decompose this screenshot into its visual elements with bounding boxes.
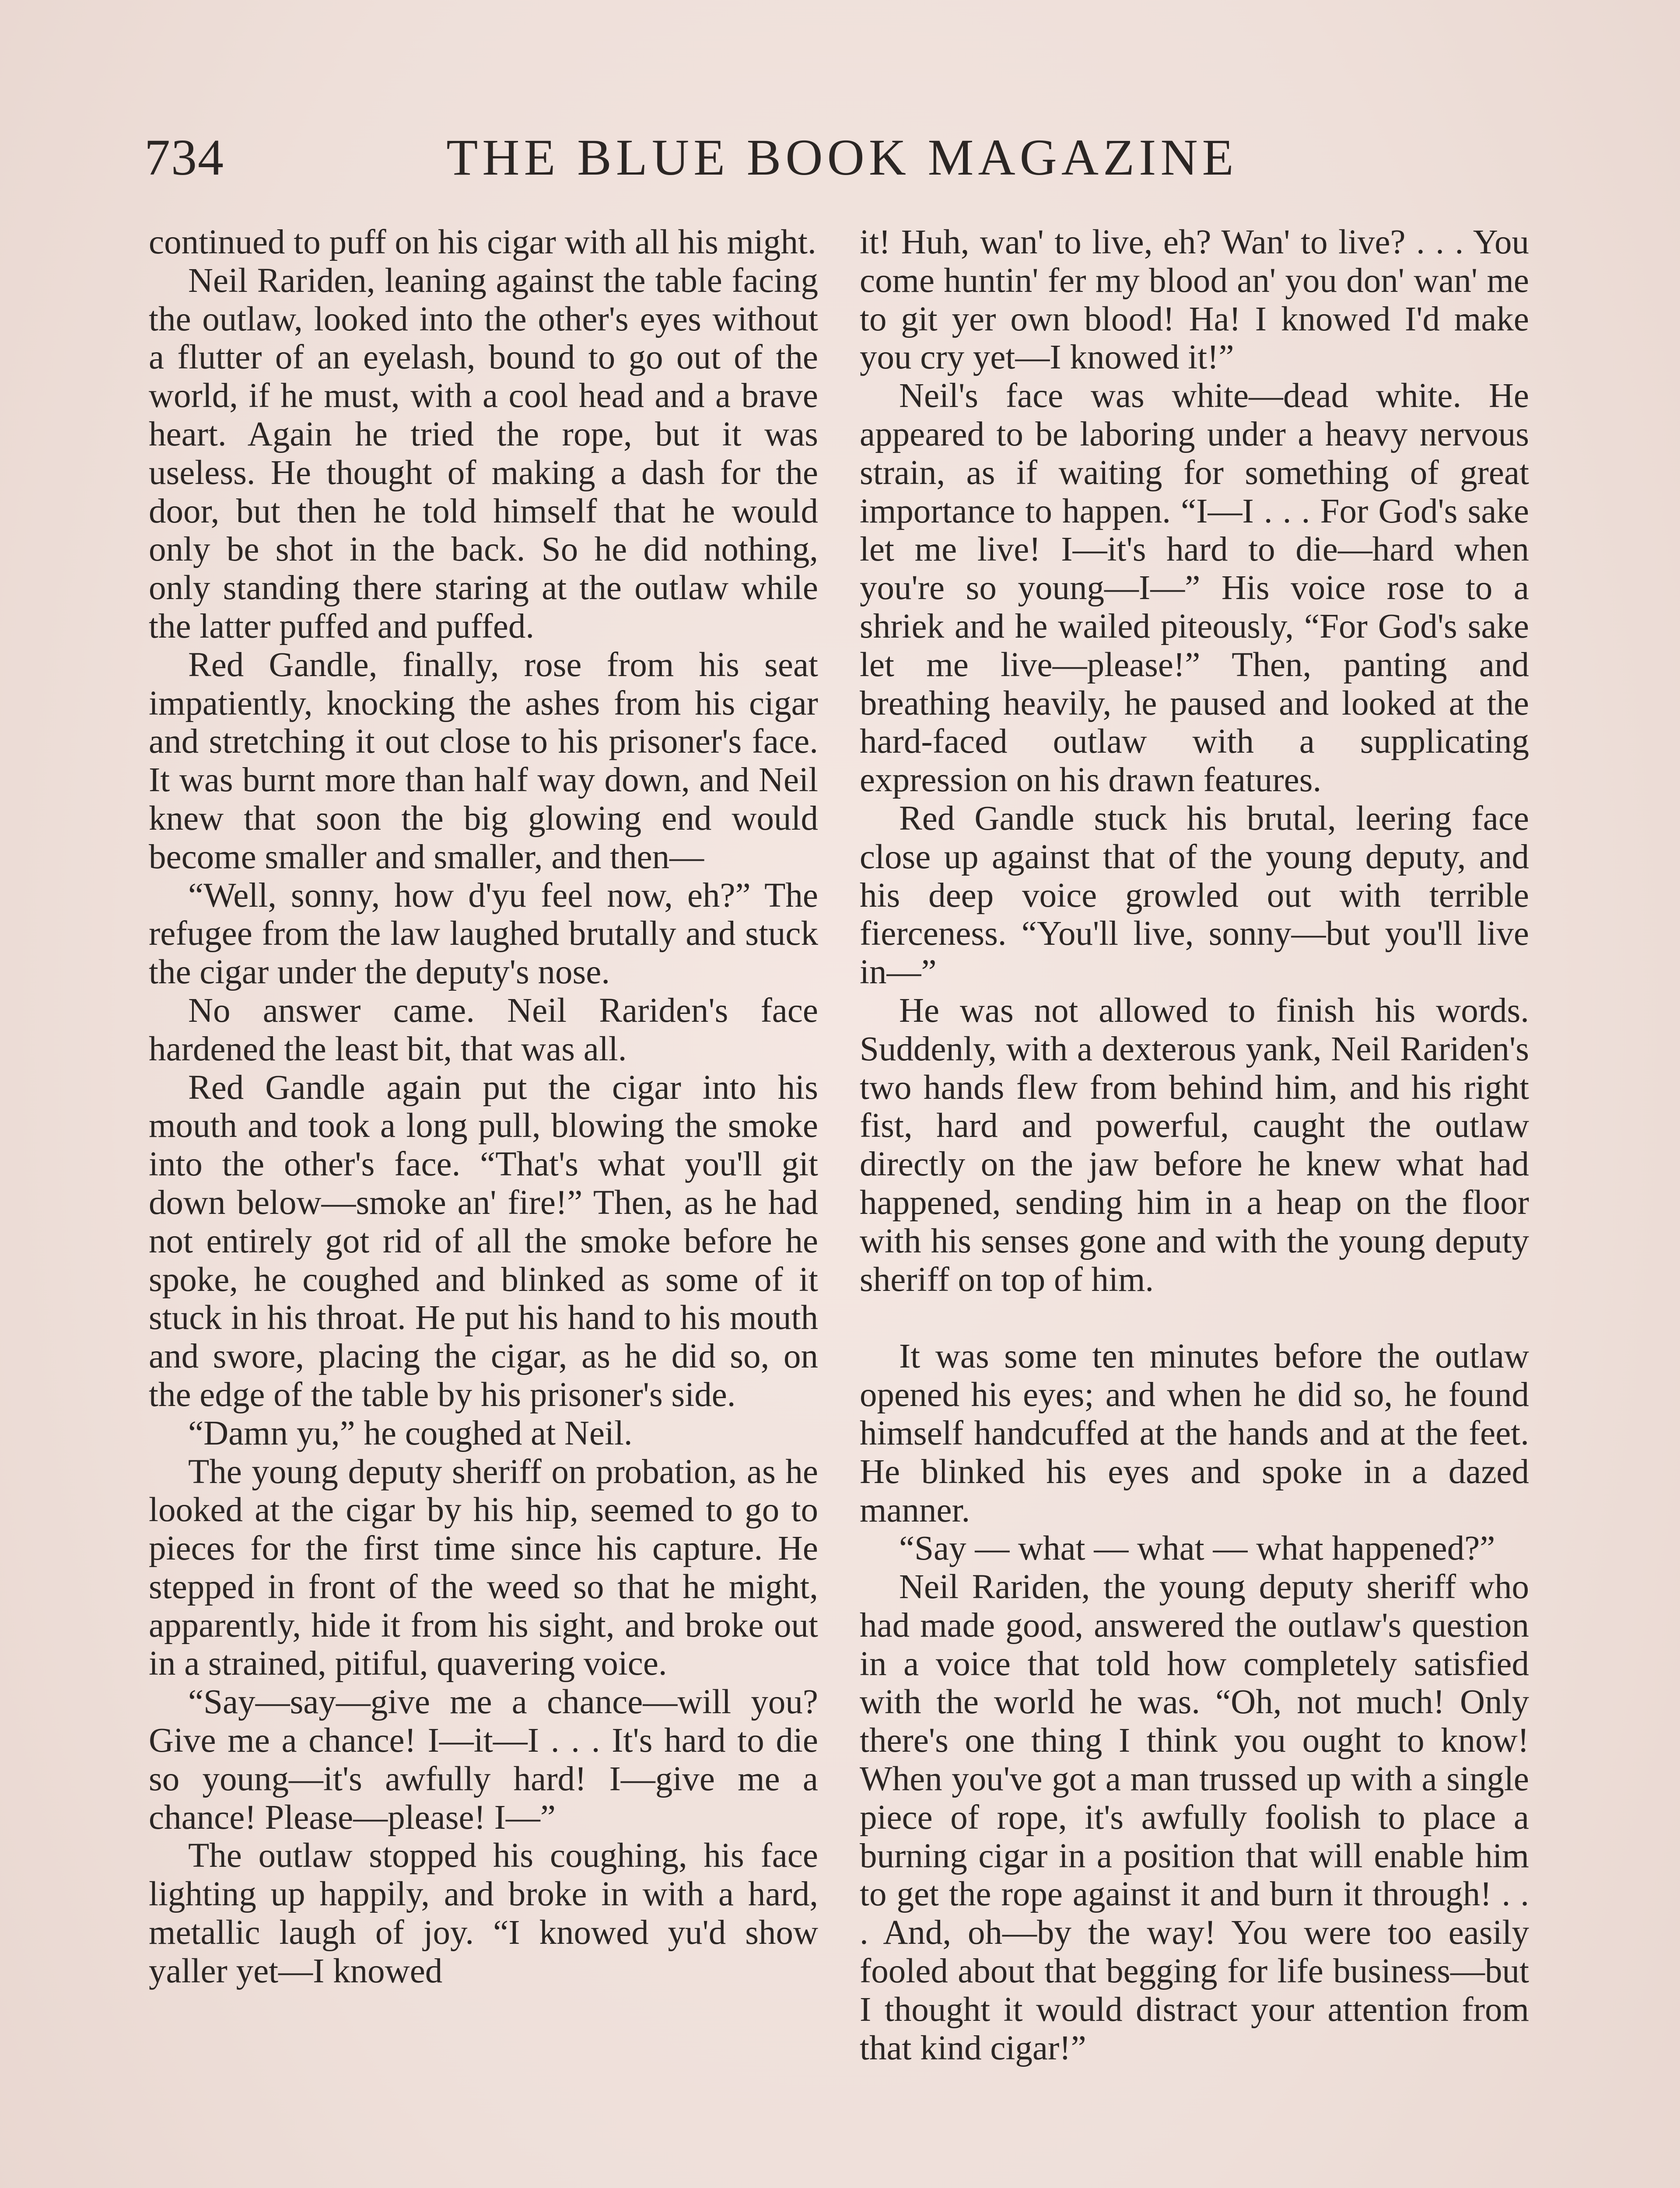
paragraph: Neil Rariden, the young deputy sheriff who had made good, answered the outlaw's question in a voice that told how completely satisfied with the world he was. “Oh, not much! Only there's one thing I think you ought to know! When you've got a man trussed up with a single piece of rope, it's awfully foolish to place a burning cigar in a position that will enable him to get the rope against it and burn it through! . . . And, oh—by the way! You were too easily fooled about that begging for life business—but I thought it would distract your attention from that kind cigar!”: [860, 1568, 1529, 2067]
page-header: [144, 127, 1540, 188]
paragraph: “Well, sonny, how d'yu feel now, eh?” The refugee from the law laughed brutally and stuck the cigar under the deputy's nose.: [149, 876, 818, 992]
paragraph: The outlaw stopped his coughing, his face lighting up happily, and broke in with a hard, metallic laugh of joy. “I knowed yu'd show yaller yet—I knowed: [149, 1837, 818, 1990]
paragraph: Red Gandle again put the cigar into his mouth and took a long pull, blowing the smoke into the other's face. “That's what you'll git down below—smoke an' fire!” Then, as he had not entirely got rid of all the smoke before he spoke, he coughed and blinked as some of it stuck in his throat. He put his hand to his mouth and swore, placing the cigar, as he did so, on the edge of the table by his prisoner's side.: [149, 1068, 818, 1414]
paragraph: Neil Rariden, leaning against the table facing the outlaw, looked into the other's eyes without a flutter of an eyelash, bound to go out of the world, if he must, with a cool head and a brave heart. Again he tried the rope, but it was useless. He thought of making a dash for the door, but then he told himself that he would only be shot in the back. So he did nothing, only standing there staring at the outlaw while the latter puffed and puffed.: [149, 261, 818, 645]
paragraph: it! Huh, wan' to live, eh? Wan' to live? . . . You come huntin' fer my blood an' you don' wan' me to git yer own blood! Ha! I knowed I'd make you cry yet—I knowed it!”: [860, 223, 1529, 377]
paragraph: Red Gandle stuck his brutal, leering face close up against that of the young deputy, and his deep voice growled out with terrible fierceness. “You'll live, sonny—but you'll live in—”: [860, 799, 1529, 992]
magazine-title: THE BLUE BOOK MAGAZINE: [446, 129, 1238, 186]
page-number: 734: [144, 129, 224, 186]
paragraph: “Say — what — what — what happened?”: [899, 1529, 1495, 1568]
paragraph: It was some ten minutes before the outlaw opened his eyes; and when he did so, he found himself handcuffed at the hands and at the feet. He blinked his eyes and spoke in a dazed manner.: [860, 1337, 1529, 1529]
paragraph: The young deputy sheriff on probation, as he looked at the cigar by his hip, seemed to go to pieces for the first time since his capture. He stepped in front of the weed so that he might, apparently, hide it from his sight, and broke out in a strained, pitiful, quavering voice.: [149, 1452, 818, 1683]
paragraph: “Say—say—give me a chance—will you? Give me a chance! I—it—I . . . It's hard to die so young—it's awfully hard! I—give me a chance! Please—please! I—”: [149, 1683, 818, 1837]
left-column: [149, 223, 818, 1991]
paragraph: No answer came. Neil Rariden's face hardened the least bit, that was all.: [149, 991, 818, 1068]
paragraph: Red Gandle, finally, rose from his seat impatiently, knocking the ashes from his cigar and stretching it out close to his prisoner's face. It was burnt more than half way down, and Neil knew that soon the big glowing end would become smaller and smaller, and then—: [149, 645, 818, 876]
paragraph: “Damn yu,” he coughed at Neil.: [188, 1414, 633, 1452]
paragraph: Neil's face was white—dead white. He appeared to be laboring under a heavy nervous strain, as if waiting for something of great importance to happen. “I—I . . . For God's sake let me live! I—it's hard to die—hard when you're so young—I—” His voice rose to a shriek and he wailed piteously, “For God's sake let me live—please!” Then, panting and breathing heavily, he paused and looked at the hard-faced outlaw with a supplicating expression on his drawn features.: [860, 377, 1529, 799]
paragraph: He was not allowed to finish his words. Suddenly, with a dexterous yank, Neil Rariden's two hands flew from behind him, and his right fist, hard and powerful, caught the outlaw directly on the jaw before he knew what had happened, sending him in a heap on the floor with his senses gone and with the young deputy sheriff on top of him.: [860, 991, 1529, 1299]
right-column: [860, 223, 1529, 2067]
paragraph: continued to puff on his cigar with all his might.: [149, 223, 816, 261]
